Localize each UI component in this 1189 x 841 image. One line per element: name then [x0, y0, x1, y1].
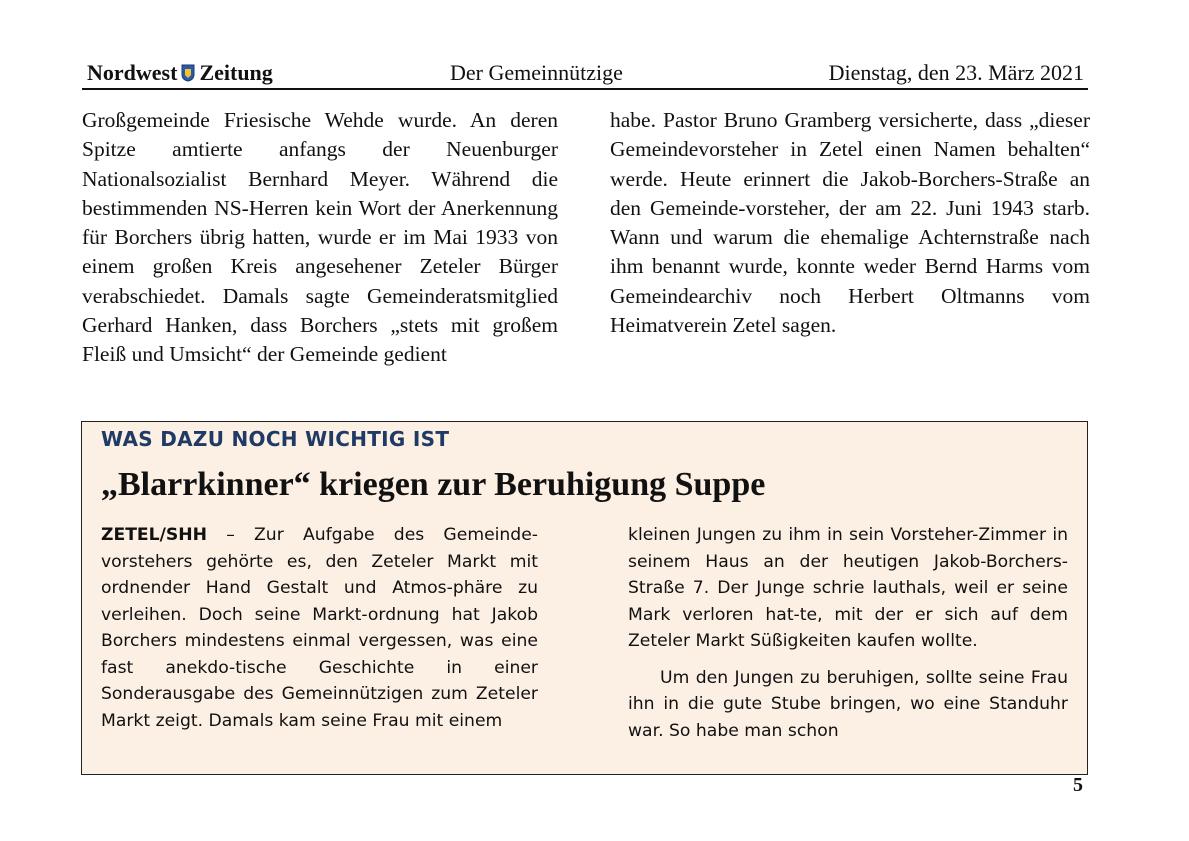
- sidebar-box: [81, 421, 1088, 775]
- box-right-para-2: Um den Jungen zu beruhigen, sollte seine Frau ihn in die gute Stube bringen, wo eine Standuhr war. So habe man schon: [628, 667, 1068, 741]
- article-column-left: [82, 106, 558, 370]
- article-text-left: Großgemeinde Friesische Wehde wurde. An deren Spitze amtierte anfangs der Neuenburger Nationalsozialist Bernhard Meyer. Während die bestimmenden NS-Herren kein Wort der Anerkennung für Borchers übrig hatten, wurde er im Mai 1933 von einem großen Kreis angesehener Zeteler Bürger verabschiedet. Damals sagte Gemeinderatsmitglied Gerhard Hanken, dass Borchers „stets mit großem Fleiß und Umsicht“ der Gemeinde gedient: [82, 108, 558, 367]
- masthead-right: Zeitung: [199, 60, 273, 85]
- box-text-left: [101, 522, 538, 734]
- article-text-right: habe. Pastor Bruno Gramberg versicherte, dass „dieser Gemeindevorsteher in Zetel einen Namen behalten“ werde. Heute erinnert die Jakob-Borchers-Straße an den Gemeinde-vorsteher, der am 22. Juni 1943 starb. Wann und warum die ehemalige Achternstraße nach ihm benannt wurde, konnte weder Bernd Harms vom Gemeindearchiv noch Herbert Oltmanns vom Heimatverein Zetel sagen.: [610, 108, 1090, 338]
- article-column-right: [610, 106, 1090, 340]
- box-left-body: – Zur Aufgabe des Gemeinde-vorstehers gehörte es, den Zeteler Markt mit ordnender Hand Gestalt und Atmos-phäre zu verleihen. Doch seine Markt-ordnung hat Jakob Borchers mindestens einmal vergessen, was eine fast anekdo-tische Geschichte in einer Sonderausgabe des Gemeinnützigen zum Zeteler Markt zeigt. Damals kam seine Frau mit einem: [101, 525, 538, 731]
- page-number: 5: [1073, 774, 1083, 796]
- box-right-para-1: kleinen Jungen zu ihm in sein Vorsteher-Zimmer in seinem Haus an der heutigen Jakob-Borchers-Straße 7. Der Junge schrie lauthals, weil er seine Mark verloren hat-te, mit der er sich auf dem Zeteler Markt Süßigkeiten kaufen wollte.: [628, 525, 1068, 651]
- box-headline: „Blarrkinner“ kriegen zur Beruhigung Suppe: [101, 466, 766, 503]
- issue-date: Dienstag, den 23. März 2021: [828, 60, 1084, 85]
- page-header: [82, 58, 1088, 90]
- box-dateline: ZETEL/SHH: [101, 525, 208, 545]
- box-column-left: [101, 522, 538, 734]
- crest-icon: [181, 64, 195, 82]
- box-column-right: [628, 522, 1068, 744]
- masthead-left: Nordwest: [87, 60, 178, 85]
- publication-name: Der Gemeinnützige: [450, 60, 623, 85]
- masthead: [87, 60, 273, 86]
- box-kicker: WAS DAZU NOCH WICHTIG IST: [101, 427, 450, 451]
